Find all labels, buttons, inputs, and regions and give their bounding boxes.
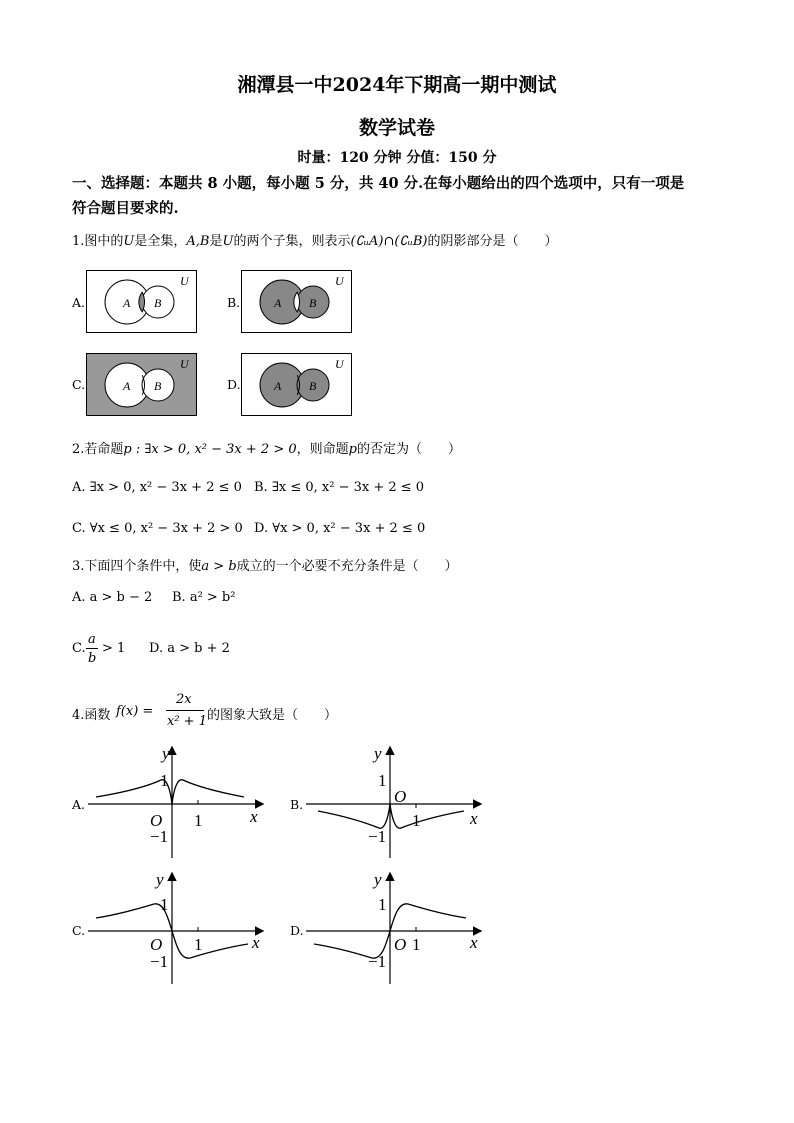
q1-venn-a[interactable] — [86, 270, 198, 334]
q4-option-c-label: C. — [72, 923, 86, 938]
q1-option-d-label: D. — [227, 377, 241, 392]
exam-meta: 时量：120 分钟 分值：150 分 — [297, 150, 497, 166]
q1-venn-d[interactable] — [241, 353, 353, 417]
q4-option-b-label: B. — [290, 797, 304, 812]
venn-c-set-a: A — [123, 379, 131, 393]
q1-stem — [72, 230, 558, 249]
q1-option-b-label: B. — [227, 295, 241, 310]
graph-c-y-label: y — [156, 870, 164, 889]
q1-stem-d: 的两个子集，则表示 — [233, 234, 351, 249]
q1-stem-b: 是全集， — [134, 234, 187, 249]
graph-d-y-one: 1 — [378, 895, 387, 914]
graph-a-y-one: 1 — [160, 771, 169, 790]
q1-option-c-label: C. — [72, 377, 86, 392]
q1-stem-e: 的阴影部分是（ ） — [427, 234, 558, 249]
q3-option-a[interactable]: A. a > b − 2 — [72, 590, 153, 605]
q4-numerator: 2x — [176, 692, 192, 707]
venn-c-universe: U — [180, 357, 189, 371]
q4-stem — [72, 693, 432, 733]
q1-stem-a: 1.图中的 — [72, 234, 124, 249]
graph-c-origin: O — [150, 935, 163, 954]
q4-graph-b[interactable] — [304, 742, 486, 860]
q3-option-b[interactable]: B. a² > b² — [172, 590, 236, 605]
graph-d-y-neg-one: −1 — [368, 952, 387, 971]
venn-d-universe: U — [335, 357, 344, 371]
q3-stem-a: 3.下面四个条件中，使 — [72, 559, 202, 574]
graph-b-y-one: 1 — [378, 771, 387, 790]
graph-d-origin: O — [394, 935, 407, 954]
graph-c-y-one: 1 — [160, 895, 169, 914]
graph-d-y-label: y — [374, 870, 382, 889]
q2-stem-d: 的否定为（ ） — [356, 442, 461, 457]
q4-stem-b: 的图象大致是（ ） — [207, 708, 338, 723]
q2-proposition: p : ∃x > 0, x² − 3x + 2 > 0 — [123, 442, 297, 457]
q3-condition: a > b — [201, 559, 237, 574]
venn-a-set-b: B — [154, 296, 162, 310]
graph-a-y-label: y — [162, 744, 170, 763]
q4-fraction-bar — [166, 710, 204, 711]
q2-stem-a: 2.若命题 — [72, 442, 124, 457]
q1-venn-c[interactable] — [86, 353, 198, 417]
q4-denominator: x² + 1 — [167, 714, 207, 729]
q1-universe-symbol: U — [123, 234, 135, 249]
q1-sets-symbol: A,B — [186, 234, 210, 249]
q1-stem-c: 是 — [209, 234, 223, 249]
q4-option-a-label: A. — [72, 797, 86, 812]
q3-option-d[interactable]: D. a > b + 2 — [149, 641, 230, 656]
exam-title: 湘潭县一中2024年下期高一期中测试 — [237, 74, 557, 96]
q4-stem-a: 4.函数 — [72, 708, 111, 723]
q4-option-d-label: D. — [290, 923, 304, 938]
q3-option-c-fraction-bar — [86, 648, 98, 649]
graph-b-tick-one: 1 — [412, 811, 421, 830]
graph-b-y-neg-one: −1 — [368, 827, 387, 846]
q1-universe-symbol-2: U — [222, 234, 234, 249]
graph-a-tick-one: 1 — [194, 811, 203, 830]
venn-b-universe: U — [335, 274, 344, 288]
q1-venn-b[interactable] — [241, 270, 353, 334]
graph-a-origin: O — [150, 811, 163, 830]
venn-c-set-b: B — [154, 379, 162, 393]
graph-b-origin: O — [394, 787, 407, 806]
q2-stem — [72, 438, 461, 457]
q2-option-a[interactable]: A. ∃x > 0, x² − 3x + 2 ≤ 0 — [72, 480, 242, 495]
q3-stem-b: 成立的一个必要不充分条件是（ ） — [236, 559, 458, 574]
q4-function: f(x) = — [116, 704, 154, 719]
venn-b-set-a: A — [274, 296, 282, 310]
graph-a-x-label: x — [250, 807, 258, 826]
graph-b-y-label: y — [374, 744, 382, 763]
section1-line1: 一、选择题：本题共 8 小题，每小题 5 分，共 40 分.在每小题给出的四个选项中，只有一项是 — [72, 175, 685, 192]
venn-a-universe: U — [180, 274, 189, 288]
q3-option-c-denominator: b — [88, 651, 97, 666]
q1-expression: (∁ᵤA)∩(∁ᵤB) — [350, 234, 428, 249]
q3-option-c-numerator: a — [88, 632, 96, 647]
graph-c-tick-one: 1 — [194, 935, 203, 954]
venn-b-set-b: B — [309, 296, 317, 310]
q2-option-b[interactable]: B. ∃x ≤ 0, x² − 3x + 2 ≤ 0 — [254, 480, 425, 495]
q1-option-a-label: A. — [72, 295, 86, 310]
venn-d-set-b: B — [309, 379, 317, 393]
q3-option-c-rest: > 1 — [102, 641, 126, 656]
q2-stem-c: ，则命题 — [296, 442, 349, 457]
exam-subtitle: 数学试卷 — [358, 117, 435, 139]
graph-a-y-neg-one: −1 — [150, 827, 169, 846]
graph-d-tick-one: 1 — [412, 935, 421, 954]
venn-a-set-a: A — [123, 296, 131, 310]
q4-graph-a[interactable] — [86, 742, 268, 860]
q2-option-c[interactable]: C. ∀x ≤ 0, x² − 3x + 2 > 0 — [72, 521, 243, 536]
graph-c-y-neg-one: −1 — [150, 952, 169, 971]
q2-option-d[interactable]: D. ∀x > 0, x² − 3x + 2 ≤ 0 — [254, 521, 426, 536]
q4-graph-c[interactable] — [86, 868, 268, 986]
graph-d-x-label: x — [470, 933, 478, 952]
section1-line2: 符合题目要求的. — [72, 200, 179, 217]
graph-c-x-label: x — [252, 933, 260, 952]
q4-graph-d[interactable] — [304, 868, 486, 986]
q2-p: p — [348, 442, 357, 457]
graph-b-x-label: x — [470, 809, 478, 828]
venn-d-set-a: A — [274, 379, 282, 393]
q3-option-c-prefix: C. — [72, 641, 86, 656]
q3-stem — [72, 555, 458, 574]
